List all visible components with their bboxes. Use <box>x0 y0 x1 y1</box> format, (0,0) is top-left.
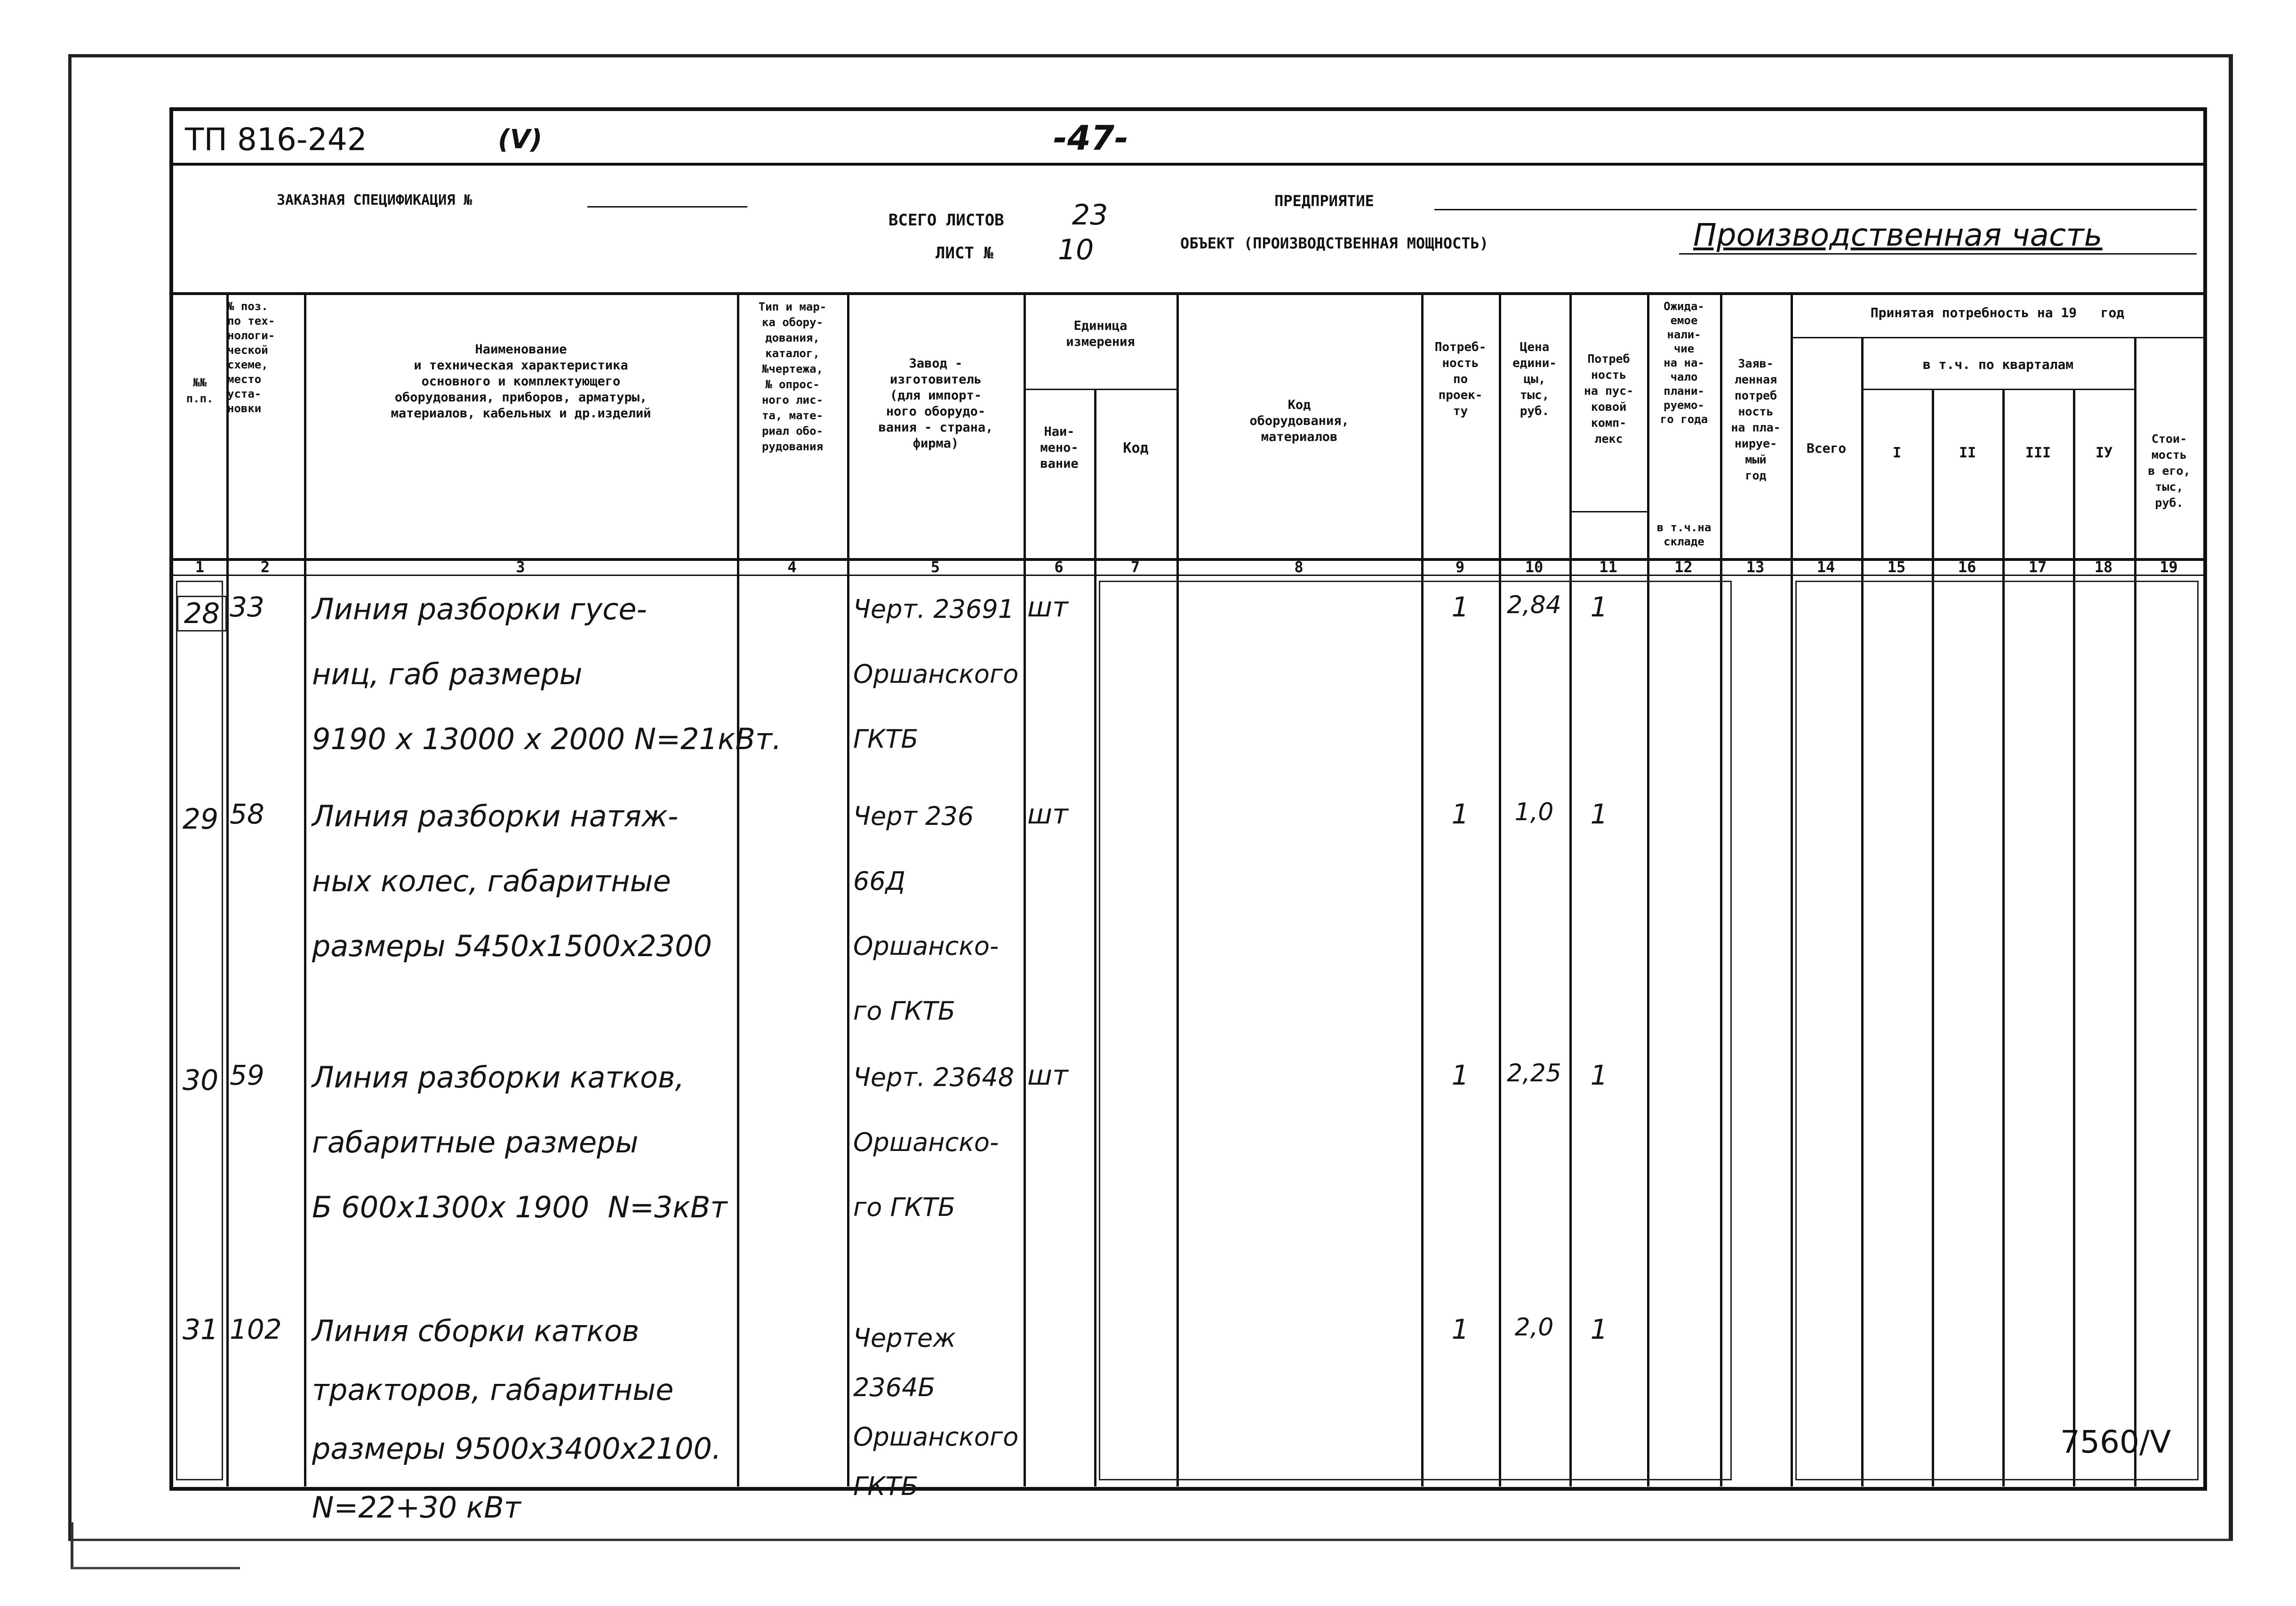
row-name: Линия разборки гусе- ниц, габ размеры 9190 x 13000 x 2000 N=21кВт. <box>312 592 782 756</box>
col-header-9: Потреб- ность по проек- ту <box>1434 340 1487 418</box>
col-number: 1 <box>195 558 205 576</box>
inner-box-middle <box>1099 581 1732 1480</box>
col-line <box>304 292 306 1486</box>
row-unit: шт <box>1027 798 1068 830</box>
col-header-10: Цена едини- цы, тыс, руб. <box>1512 340 1557 418</box>
row-position: 59 <box>230 1059 264 1091</box>
col-number: 17 <box>2028 558 2047 576</box>
row-unit: шт <box>1027 1059 1068 1091</box>
col-header-16: II <box>1959 445 1976 461</box>
unit-group-header: Единица измерения <box>1066 319 1135 349</box>
row-name: Линия разборки катков, габаритные размеры Б 600x1300x 1900 N=3кВт <box>312 1060 728 1224</box>
row-number: 29 <box>182 803 219 836</box>
row-maker: Черт. 23648 Оршанско- го ГКТБ <box>853 1063 1015 1222</box>
col-header-15: I <box>1892 445 1902 461</box>
col-number: 4 <box>787 558 797 576</box>
row-qty: 1 <box>1451 1059 1469 1091</box>
col-header-18: IУ <box>2095 445 2113 461</box>
col-line <box>847 292 849 1486</box>
col-number: 2 <box>260 558 270 576</box>
col-number: 8 <box>1294 558 1304 576</box>
col-header-5: Завод - изготовитель (для импорт- ного оборудо- вания - страна, фирма) <box>878 356 993 451</box>
row-maker: Черт. 23691 Оршанского ГКТБ <box>853 594 1019 754</box>
col-header-11: Потреб ность на пус- ковой комп- лекс <box>1584 352 1634 446</box>
col-header-7: Код <box>1123 440 1149 456</box>
sheet-label: ЛИСТ № <box>936 244 993 263</box>
row-price: 2,0 <box>1514 1313 1554 1342</box>
object-label: ОБЪЕКТ (ПРОИЗВОДСТВЕННАЯ МОЩНОСТЬ) <box>1180 234 1489 252</box>
col-number: 3 <box>516 558 525 576</box>
row-launch: 1 <box>1590 798 1608 830</box>
col-line <box>737 292 739 1486</box>
col-header-17: III <box>2025 445 2051 461</box>
quarters-group-header: в т.ч. по кварталам <box>1922 357 2074 372</box>
col-header-13: Заяв- ленная потреб ность на пла- нируе- мый год <box>1731 357 1781 482</box>
row-number: 28 <box>177 596 227 631</box>
col-header-19: Стои- мость в его, тыс, руб. <box>2148 432 2191 510</box>
object-underline <box>1679 253 2197 255</box>
col-header-12: Ожида- емое нали- чие на на- чало плани- руемо- го года <box>1660 300 1708 426</box>
page-number: -47- <box>1053 118 1128 158</box>
row-qty: 1 <box>1451 798 1469 830</box>
order-spec-underline <box>587 206 747 208</box>
col-number: 14 <box>1816 558 1835 576</box>
row-number: 30 <box>182 1064 219 1097</box>
col-header-2: № поз. по тех- нологи- ческой схеме, место уста- новки <box>227 300 275 415</box>
row-maker: Черт 236 66Д Оршанско- го ГКТБ <box>853 801 999 1026</box>
col-header-8: Код оборудования, материалов <box>1249 398 1349 444</box>
col-header-6: Наи- мено- вание <box>1040 424 1079 471</box>
col-line <box>226 292 229 1486</box>
row-launch: 1 <box>1590 591 1608 623</box>
row-name: Линия сборки катков тракторов, габаритные размеры 9500x3400x2100. N=22+30 кВт <box>312 1314 721 1525</box>
sheet-value: 10 <box>1058 233 1094 266</box>
col-number: 5 <box>930 558 940 576</box>
row-price: 2,25 <box>1507 1059 1561 1087</box>
col-line <box>1094 389 1096 1486</box>
col-number: 12 <box>1674 558 1693 576</box>
row-position: 33 <box>230 591 264 623</box>
col-header-4: Тип и мар- ка обору- дования, каталог, №чертежа, № опрос- ного лис- та, мате- риал обо- рудования <box>758 300 827 453</box>
document-variant: (V) <box>498 124 543 155</box>
row-position: 102 <box>230 1313 282 1345</box>
col-number: 18 <box>2094 558 2113 576</box>
object-value: Производственная часть <box>1693 217 2103 253</box>
row-name: Линия разборки натяж- ных колес, габаритные размеры 5450x1500x2300 <box>312 799 712 963</box>
col-header-3: Наименование и техническая характеристика основного и комплектующего оборудования, приборов, арматуры, материалов, кабельных и др.изделий <box>391 342 651 421</box>
col-number: 13 <box>1746 558 1765 576</box>
row-maker: Чертеж 2364Б Оршанского ГКТБ <box>853 1323 1019 1501</box>
col-number: 19 <box>2160 558 2178 576</box>
col-number: 10 <box>1525 558 1544 576</box>
unit-group-line <box>1024 389 1176 390</box>
accepted-group-header: Принятая потребность на 19 год <box>1870 305 2125 320</box>
col-number: 11 <box>1599 558 1617 576</box>
row-qty: 1 <box>1451 1313 1469 1345</box>
total-sheets-value: 23 <box>1072 199 1108 232</box>
scan-edge-mark <box>71 1522 73 1569</box>
col-header-12b: в т.ч.на складе <box>1656 521 1712 548</box>
accepted-group-line <box>1791 337 2203 338</box>
row-qty: 1 <box>1451 591 1469 623</box>
document-code: ТП 816-242 <box>185 121 367 158</box>
row-unit: шт <box>1027 591 1068 623</box>
col-number: 7 <box>1130 558 1140 576</box>
row-price: 1,0 <box>1514 798 1554 826</box>
col-number: 16 <box>1958 558 1976 576</box>
order-spec-label: ЗАКАЗНАЯ СПЕЦИФИКАЦИЯ № <box>277 192 472 208</box>
title-divider <box>173 163 2203 166</box>
col-number: 15 <box>1887 558 1906 576</box>
archive-mark: 7560/V <box>2060 1424 2171 1460</box>
row-position: 58 <box>230 798 264 830</box>
col-header-14: Всего <box>1806 440 1847 456</box>
col-line <box>1791 292 1793 1486</box>
specification-sheet <box>169 107 2207 1525</box>
scan-edge-line <box>71 1567 240 1569</box>
enterprise-underline <box>1434 209 2197 210</box>
col-number: 9 <box>1455 558 1465 576</box>
row-launch: 1 <box>1590 1059 1608 1091</box>
col-number: 6 <box>1054 558 1064 576</box>
total-sheets-label: ВСЕГО ЛИСТОВ <box>888 211 1004 230</box>
col-header-1: №№ п.п. <box>186 376 214 405</box>
inner-box-right <box>1795 581 2199 1480</box>
stock-subline <box>1569 511 1647 512</box>
enterprise-label: ПРЕДПРИЯТИЕ <box>1274 192 1374 210</box>
row-launch: 1 <box>1590 1313 1608 1345</box>
row-number: 31 <box>182 1313 219 1346</box>
table-top-border <box>173 292 2203 295</box>
quarters-group-line <box>1861 389 2134 390</box>
row-price: 2,84 <box>1507 591 1561 619</box>
